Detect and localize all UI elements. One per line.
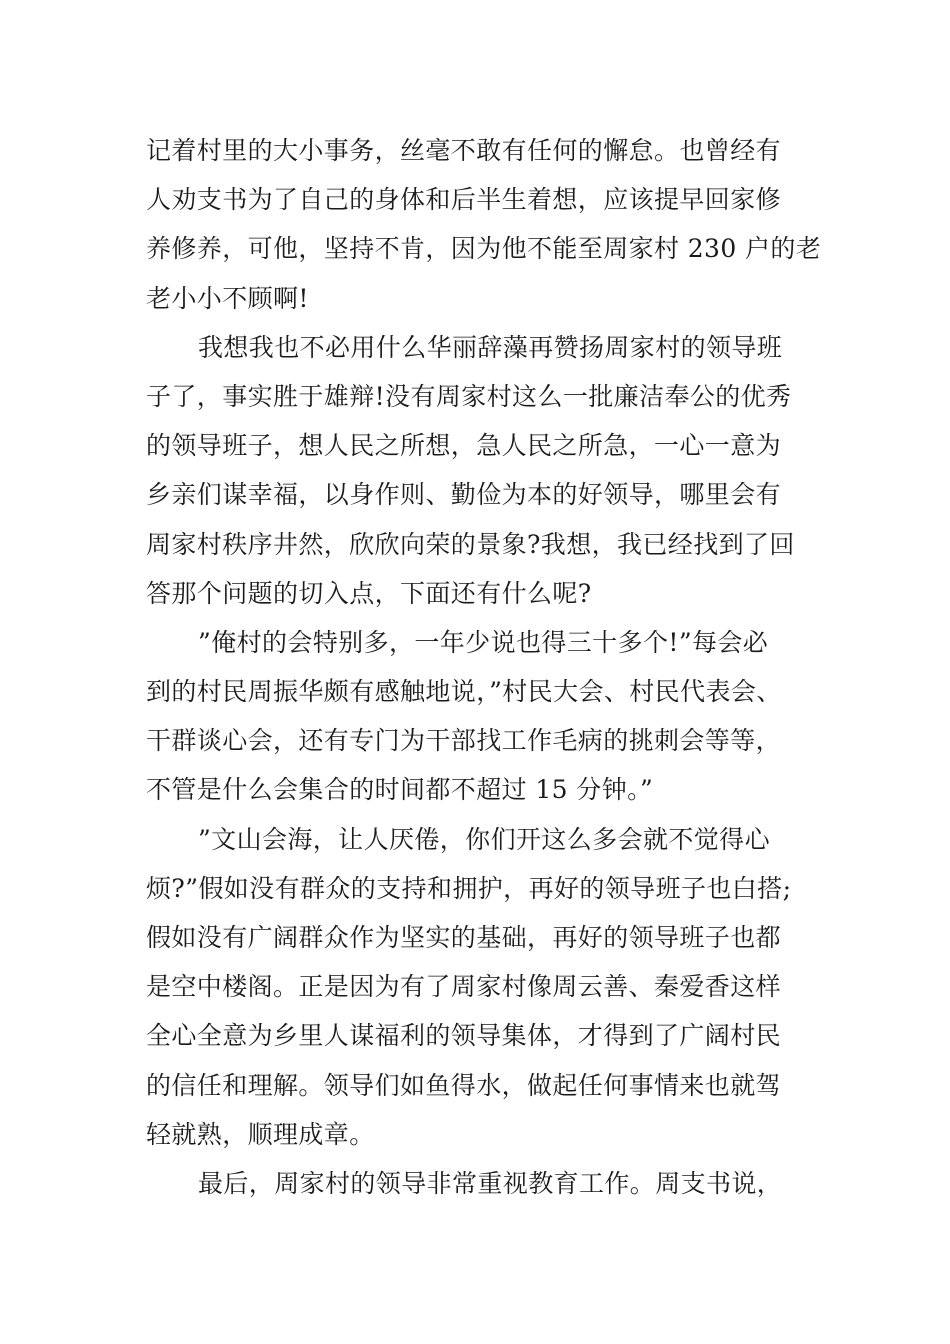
text-line: 人劝支书为了自己的身体和后半生着想，应该提早回家修: [146, 185, 782, 215]
text-line: 乡亲们谋幸福，以身作则、勤俭为本的好领导，哪里会有: [146, 480, 782, 510]
text-line: 周家村秩序井然，欣欣向荣的景象?我想，我已经找到了回: [146, 529, 795, 559]
text-line: 干群谈心会，还有专门为干部找工作毛病的挑刺会等等，: [146, 726, 782, 756]
text-line: 不管是什么会集合的时间都不超过 15 分钟。”: [146, 775, 654, 805]
text-line: 的领导班子，想人民之所想，急人民之所急，一心一意为: [146, 431, 782, 461]
text-line: 全心全意为乡里人谋福利的领导集体，才得到了广阔村民: [146, 1021, 782, 1051]
text-line: 答那个问题的切入点，下面还有什么呢?: [146, 578, 592, 608]
paragraph-first-line: ”俺村的会特别多，一年少说也得三十多个!”每会必: [198, 627, 769, 657]
document-body: [146, 126, 836, 1208]
text-line: 的信任和理解。领导们如鱼得水，做起任何事情来也就驾: [146, 1070, 782, 1100]
text-line: 烦?”假如没有群众的支持和拥护，再好的领导班子也白搭;: [146, 873, 792, 903]
text-line: 记着村里的大小事务，丝毫不敢有任何的懈怠。也曾经有: [146, 136, 782, 165]
text-line: 老小小不顾啊!: [146, 283, 309, 313]
paragraph-first-line: 我想我也不必用什么华丽辞藻再赞扬周家村的领导班: [198, 332, 783, 362]
paragraph-first-line: 最后，周家村的领导非常重视教育工作。周支书说，: [198, 1168, 783, 1198]
text-line: 假如没有广阔群众作为坚实的基础，再好的领导班子也都: [146, 923, 782, 952]
paragraph-first-line: ”文山会海，让人厌倦，你们开这么多会就不觉得心: [198, 824, 770, 854]
text-line: 子了，事实胜于雄辩!没有周家村这么一批廉洁奉公的优秀: [146, 381, 792, 411]
text-line: 是空中楼阁。正是因为有了周家村像周云善、秦爱香这样: [146, 972, 782, 1002]
text-line: 轻就熟，顺理成章。: [146, 1119, 375, 1149]
text-line: 到的村民周振华颇有感触地说，”村民大会、村民代表会、: [146, 677, 782, 707]
text-line: 养修养，可他，坚持不肯，因为他不能至周家村 230 户的老: [146, 234, 822, 264]
